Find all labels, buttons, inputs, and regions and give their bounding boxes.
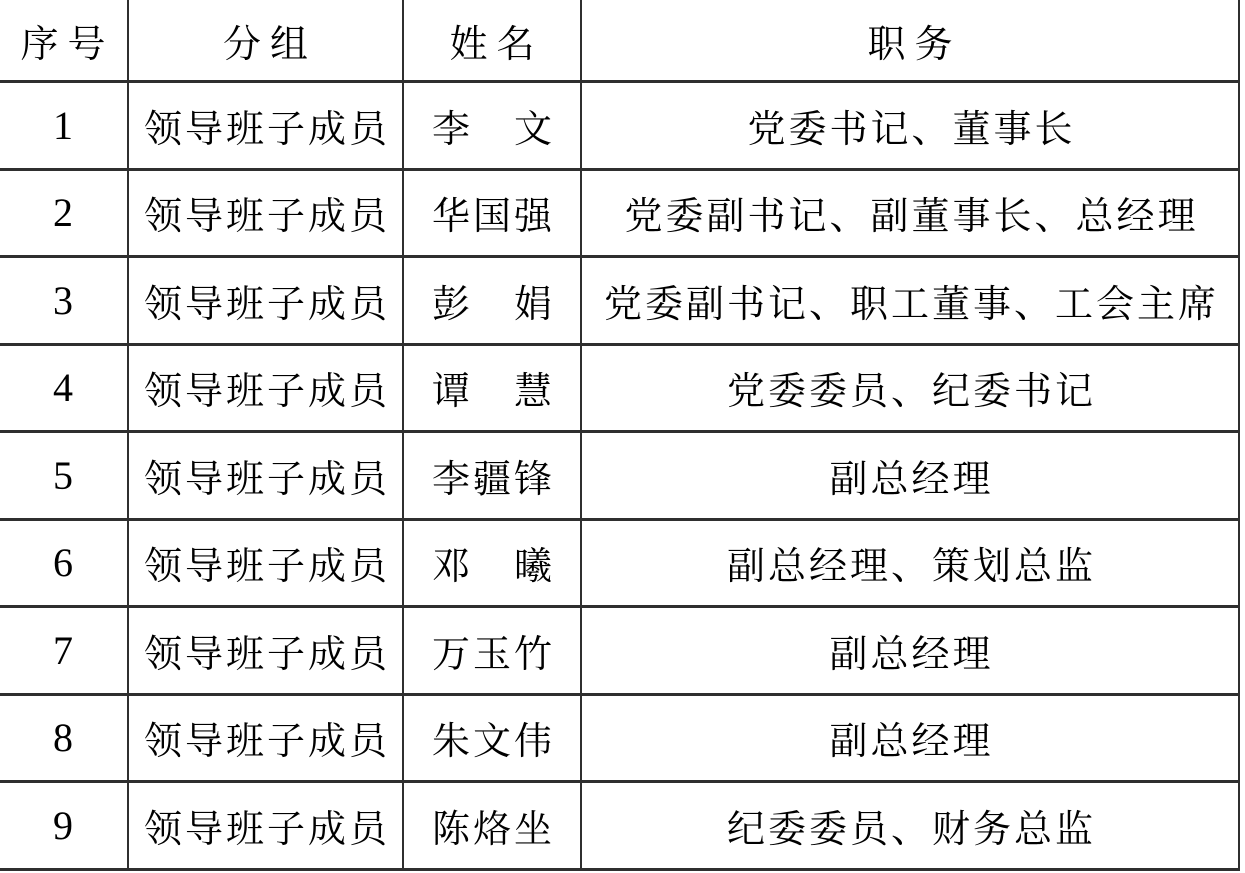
cell-index: 2 <box>0 169 128 257</box>
table-row <box>0 257 1239 345</box>
table-row <box>0 519 1239 607</box>
cell-position: 副总经理、策划总监 <box>581 519 1239 607</box>
cell-group: 领导班子成员 <box>128 432 403 520</box>
cell-name: 彭 娟 <box>403 257 581 345</box>
cell-name: 李疆锋 <box>403 432 581 520</box>
cell-index: 8 <box>0 694 128 782</box>
cell-group: 领导班子成员 <box>128 82 403 170</box>
cell-group: 领导班子成员 <box>128 257 403 345</box>
cell-group: 领导班子成员 <box>128 782 403 870</box>
cell-position: 副总经理 <box>581 694 1239 782</box>
cell-index: 3 <box>0 257 128 345</box>
table-row <box>0 694 1239 782</box>
col-header-index: 序号 <box>0 0 128 82</box>
table-row <box>0 607 1239 695</box>
cell-position: 纪委委员、财务总监 <box>581 782 1239 870</box>
cell-index: 9 <box>0 782 128 870</box>
cell-name: 万玉竹 <box>403 607 581 695</box>
cell-group: 领导班子成员 <box>128 519 403 607</box>
cell-position: 党委书记、董事长 <box>581 82 1239 170</box>
cell-position: 党委副书记、职工董事、工会主席 <box>581 257 1239 345</box>
cell-position: 党委委员、纪委书记 <box>581 344 1239 432</box>
col-header-position: 职务 <box>581 0 1239 82</box>
cell-name: 华国强 <box>403 169 581 257</box>
table-row <box>0 169 1239 257</box>
cell-position: 党委副书记、副董事长、总经理 <box>581 169 1239 257</box>
table-row <box>0 432 1239 520</box>
cell-name: 谭 慧 <box>403 344 581 432</box>
cell-index: 5 <box>0 432 128 520</box>
cell-name: 邓 曦 <box>403 519 581 607</box>
col-header-group: 分组 <box>128 0 403 82</box>
table-body <box>0 82 1239 870</box>
cell-position: 副总经理 <box>581 607 1239 695</box>
cell-group: 领导班子成员 <box>128 344 403 432</box>
table-row <box>0 82 1239 170</box>
cell-group: 领导班子成员 <box>128 607 403 695</box>
cell-index: 4 <box>0 344 128 432</box>
cell-name: 陈烙坐 <box>403 782 581 870</box>
cell-name: 朱文伟 <box>403 694 581 782</box>
cell-index: 1 <box>0 82 128 170</box>
cell-group: 领导班子成员 <box>128 169 403 257</box>
cell-index: 6 <box>0 519 128 607</box>
cell-index: 7 <box>0 607 128 695</box>
col-header-name: 姓名 <box>403 0 581 82</box>
cell-group: 领导班子成员 <box>128 694 403 782</box>
table-header <box>0 0 1239 82</box>
header-row <box>0 0 1239 82</box>
cell-position: 副总经理 <box>581 432 1239 520</box>
table-row <box>0 782 1239 870</box>
table-row <box>0 344 1239 432</box>
cell-name: 李 文 <box>403 82 581 170</box>
